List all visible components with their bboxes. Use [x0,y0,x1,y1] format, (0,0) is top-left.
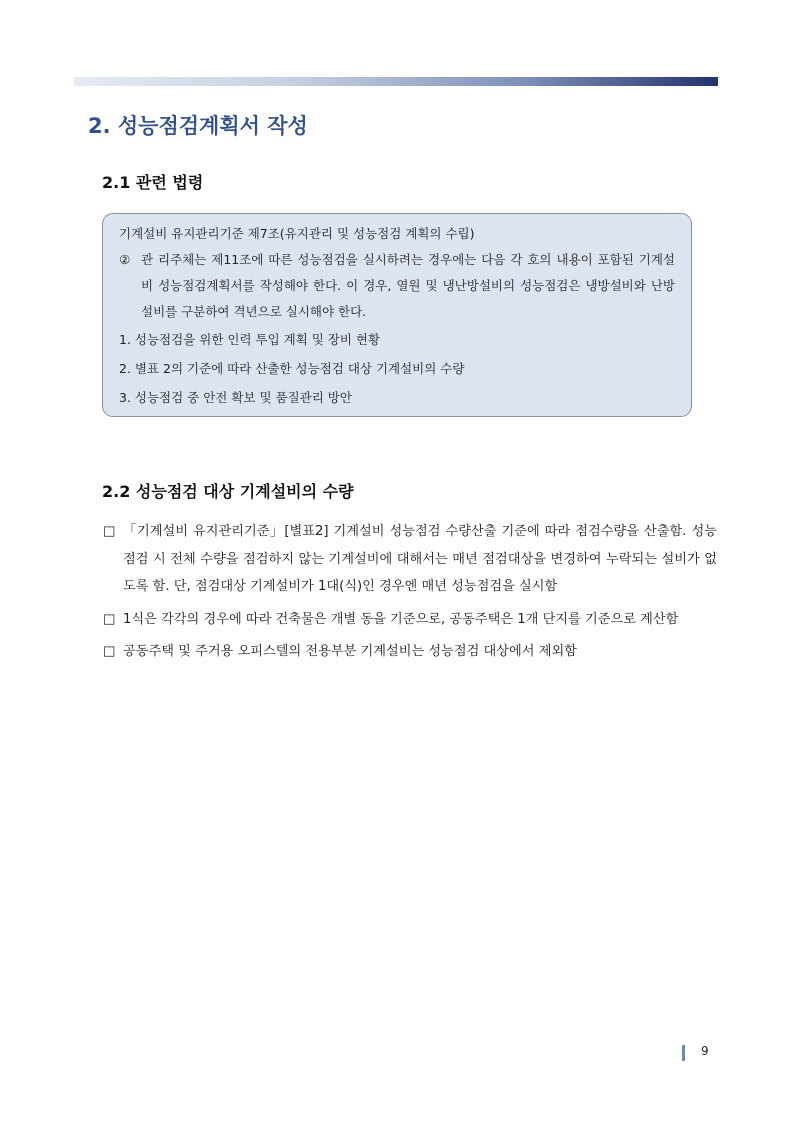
header-gradient-bar [74,77,718,86]
circled-number-2: ② [119,252,131,267]
square-bullet-icon: □ [103,611,116,627]
law-paragraph-text: 관 리주체는 제11조에 따른 성능점검을 실시하려는 경우에는 다음 각 호의 내용이 포함된 기계설비 성능점검계획서를 작성해야 한다. 이 경우, 열원 및 냉난방설비의 성능점검은 냉방설비와 난방설비를 구분하여 격년으로 실시해야 한다. [141,252,675,319]
bullet-item-2 [103,606,717,634]
bullet-item-3 [103,638,717,666]
page-number: 9 [701,1044,709,1058]
law-item-2: 2. 별표 2의 기준에 따라 산출한 성능점검 대상 기계설비의 수량 [119,361,465,376]
bullet-item-1 [103,518,717,601]
law-paragraph [119,247,675,325]
subsection-title-related-laws: 2.1 관련 법령 [102,173,204,192]
bullet-text: 1식은 각각의 경우에 따라 건축물은 개별 동을 기준으로, 공동주택은 1개 단지를 기준으로 계산함 [123,611,679,627]
law-item-1: 1. 성능점검을 위한 인력 투입 계획 및 장비 현황 [119,332,381,347]
bullet-list [103,518,717,671]
law-excerpt-box [102,213,692,417]
subsection-title-inspection-quantity: 2.2 성능점검 대상 기계설비의 수량 [102,482,354,501]
bullet-text: 공동주택 및 주거용 오피스텔의 전용부분 기계설비는 성능점검 대상에서 제외함 [123,644,577,659]
section-title: 2. 성능점검계획서 작성 [88,114,308,138]
law-item-3: 3. 성능점검 중 안전 확보 및 품질관리 방안 [119,390,352,405]
page-number-marker [682,1045,685,1061]
law-heading: 기계설비 유지관리기준 제7조(유지관리 및 성능점검 계획의 수립) [119,226,475,241]
square-bullet-icon: □ [103,644,116,659]
bullet-text: 「기계설비 유지관리기준」[별표2] 기계설비 성능점검 수량산출 기준에 따라 점검수량을 산출함. 성능점검 시 전체 수량을 점검하지 않는 기계설비에 대해서는 매년 점검대상을 변경하여 누락되는 설비가 없도록 함. 단, 점검대상 기계설비가 1대(식)인 경우엔 매년 성능점검을 실시함 [123,524,717,594]
square-bullet-icon: □ [103,524,116,539]
